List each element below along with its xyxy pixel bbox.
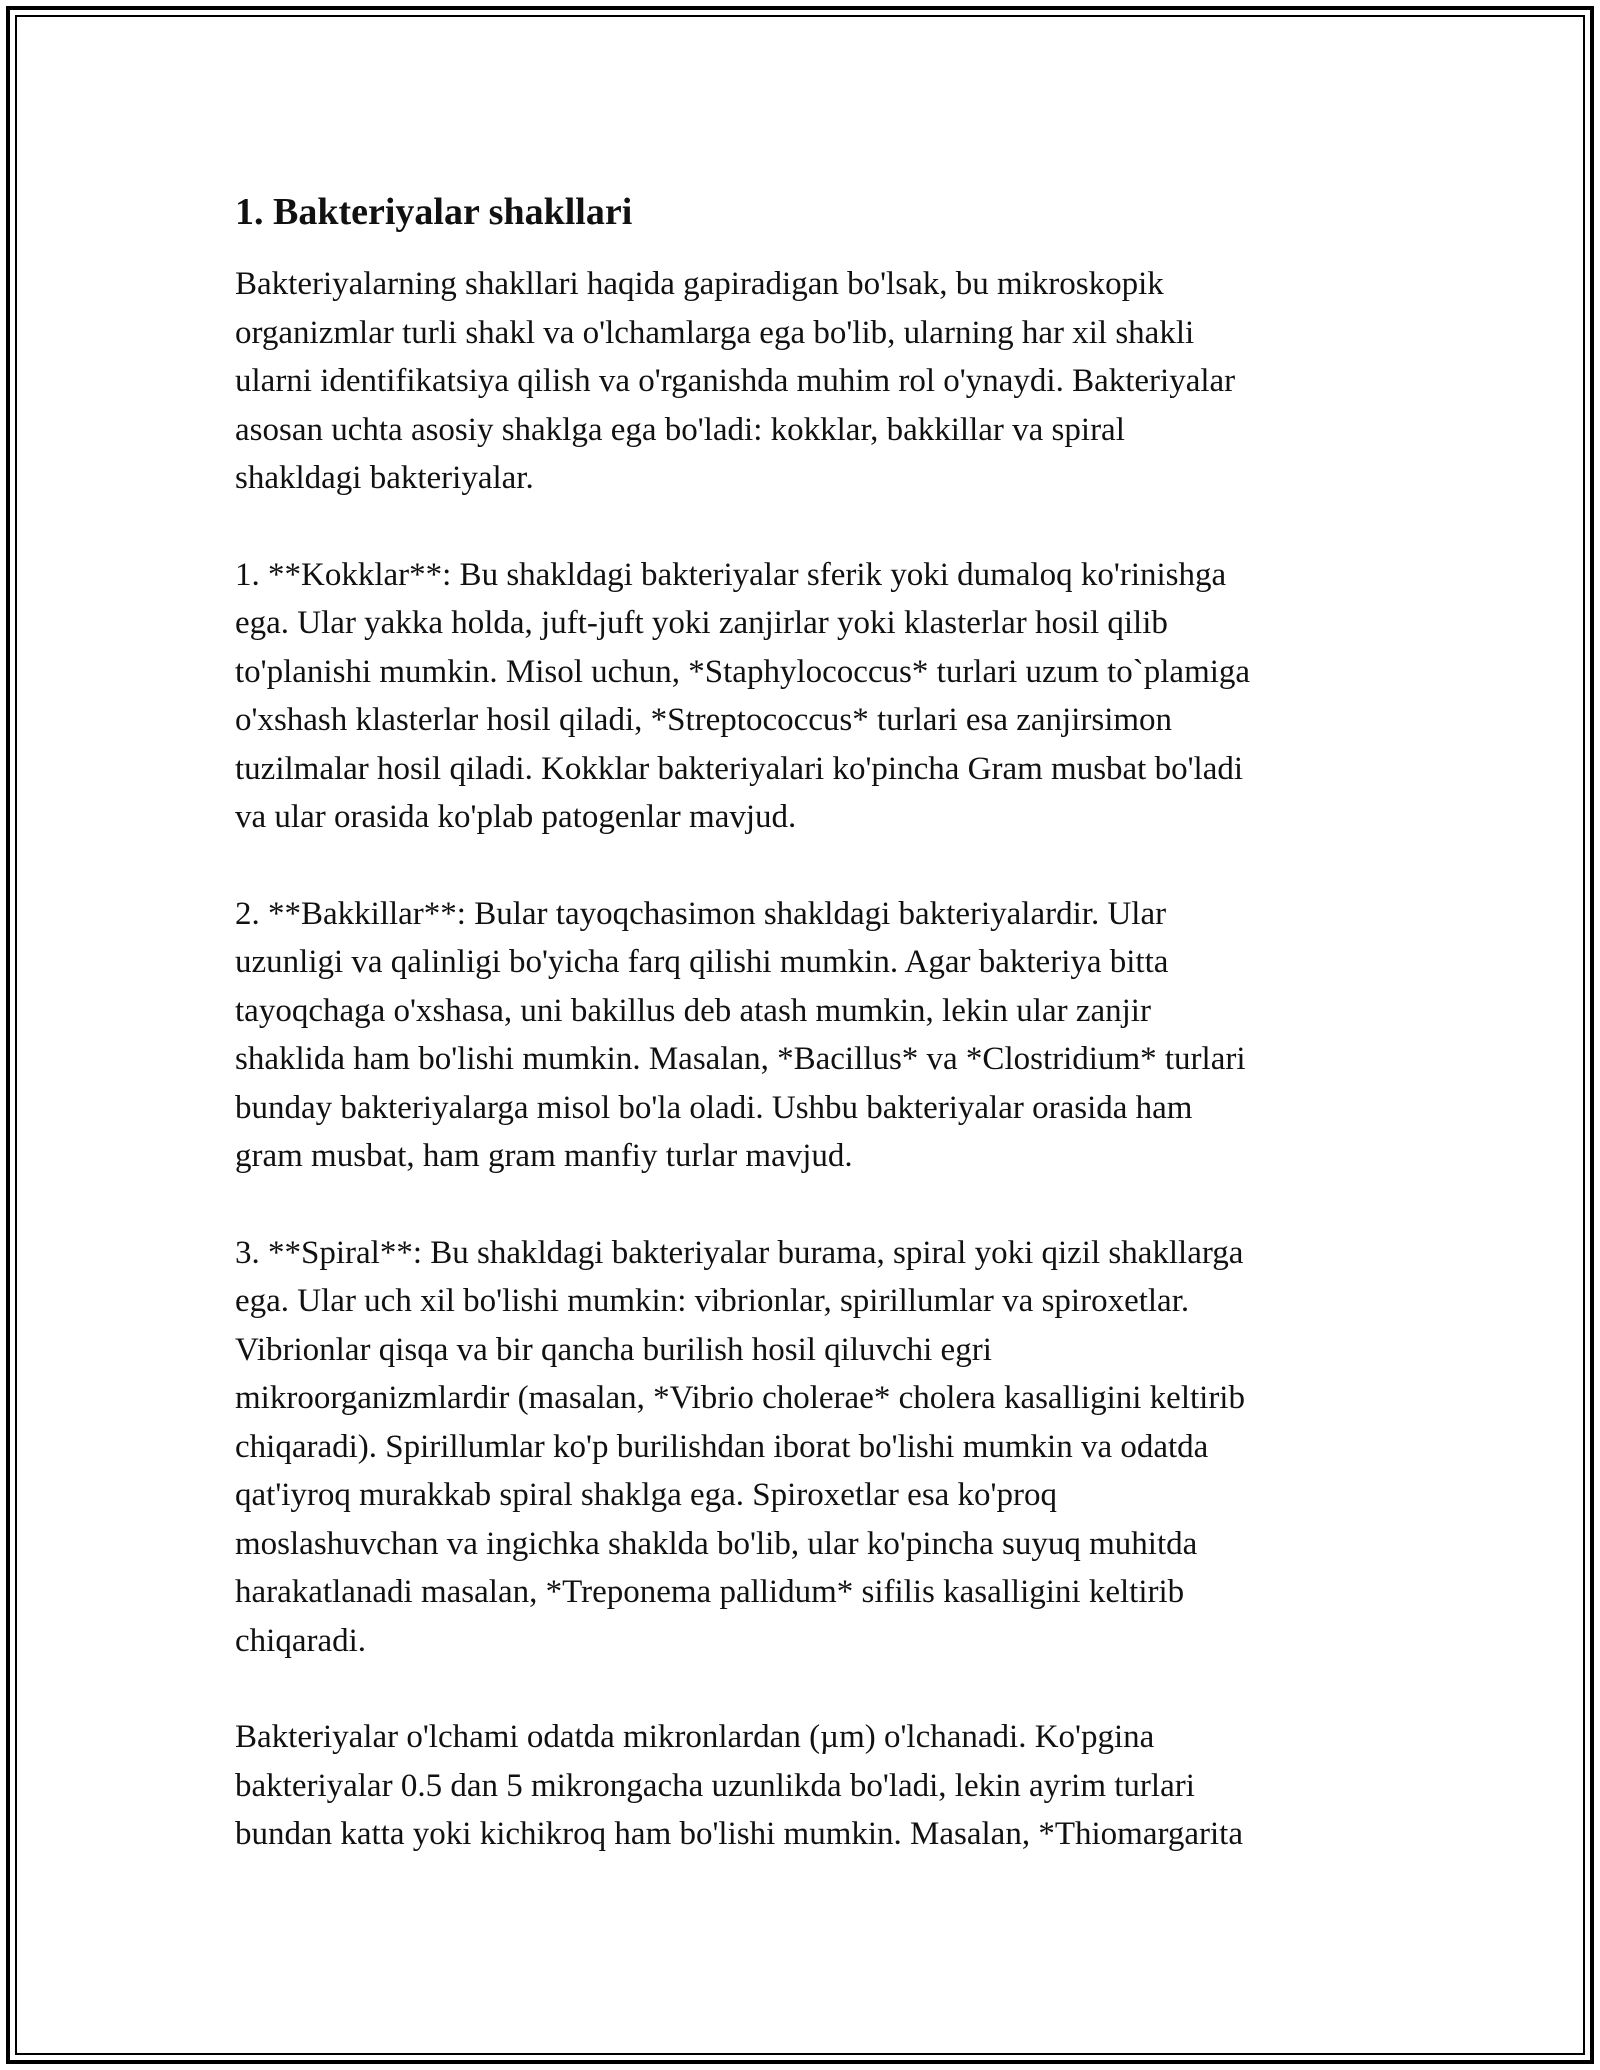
paragraph-spiral: [235, 1229, 1370, 1666]
text-line: Vibrionlar qisqa va bir qancha burilish hosil qiluvchi egri: [235, 1331, 992, 1368]
text-line: uzunligi va qalinligi bo'yicha farq qilishi mumkin. Agar bakteriya bitta: [235, 944, 1169, 980]
text-line: harakatlanadi masalan, *Treponema pallidum* sifilis kasalligini keltirib: [235, 1574, 1185, 1610]
paragraph-size: [235, 1713, 1370, 1859]
text-line: organizmlar turli shakl va o'lchamlarga ega bo'lib, ularning har xil shakli: [235, 314, 1195, 351]
text-line: bunday bakteriyalarga misol bo'la oladi. Ushbu bakteriyalar orasida ham: [235, 1089, 1193, 1126]
text-line: tuzilmalar hosil qiladi. Kokklar bakteriyalari ko'pincha Gram musbat bo'ladi: [235, 750, 1244, 787]
text-line: shaklida ham bo'lishi mumkin. Masalan, *Bacillus* va *Clostridium* turlari: [235, 1041, 1246, 1077]
text-line: ega. Ular yakka holda, juft-juft yoki zanjirlar yoki klasterlar hosil qilib: [235, 605, 1168, 641]
paragraph-kokklar: [235, 551, 1370, 842]
text-line: bakteriyalar 0.5 dan 5 mikrongacha uzunlikda bo'ladi, lekin ayrim turlari: [235, 1767, 1195, 1804]
text-line: qat'iyroq murakkab spiral shaklga ega. Spiroxetlar esa ko'proq: [235, 1477, 1057, 1513]
paragraph-intro: [235, 260, 1370, 503]
text-line: 2. **Bakkillar**: Bular tayoqchasimon shakldagi bakteriyalardir. Ular: [235, 895, 1167, 932]
paragraph-bakkillar: [235, 890, 1370, 1181]
text-line: o'xshash klasterlar hosil qiladi, *Streptococcus* turlari esa zanjirsimon: [235, 702, 1173, 738]
text-line: bundan katta yoki kichikroq ham bo'lishi mumkin. Masalan, *Thiomargarita: [235, 1816, 1243, 1852]
text-line: 1. **Kokklar**: Bu shakldagi bakteriyalar sferik yoki dumaloq ko'rinishga: [235, 556, 1227, 593]
text-line: 3. **Spiral**: Bu shakldagi bakteriyalar burama, spiral yoki qizil shakllarga: [235, 1234, 1244, 1271]
text-line: ega. Ular uch xil bo'lishi mumkin: vibrionlar, spirillumlar va spiroxetlar.: [235, 1283, 1190, 1319]
text-line: chiqaradi). Spirillumlar ko'p burilishdan iborat bo'lishi mumkin va odatda: [235, 1428, 1209, 1465]
text-line: Bakteriyalar o'lchami odatda mikronlardan (µm) o'lchanadi. Ko'pgina: [235, 1719, 1155, 1755]
text-line: tayoqchaga o'xshasa, uni bakillus deb atash mumkin, lekin ular zanjir: [235, 992, 1151, 1029]
document-body: [235, 188, 1370, 1907]
text-line: to'planishi mumkin. Misol uchun, *Staphylococcus* turlari uzum to`plamiga: [235, 653, 1251, 690]
text-line: ularni identifikatsiya qilish va o'rganishda muhim rol o'ynaydi. Bakteriyalar: [235, 363, 1236, 399]
text-line: moslashuvchan va ingichka shaklda bo'lib, ular ko'pincha suyuq muhitda: [235, 1525, 1198, 1562]
text-line: chiqaradi.: [235, 1622, 367, 1659]
text-line: asosan uchta asosiy shaklga ega bo'ladi: kokklar, bakkillar va spiral: [235, 411, 1125, 448]
text-line: gram musbat, ham gram manfiy turlar mavjud.: [235, 1138, 853, 1174]
section-heading: 1. Bakteriyalar shakllari: [235, 191, 633, 233]
text-line: mikroorganizmlardir (masalan, *Vibrio cholerae* cholera kasalligini keltirib: [235, 1380, 1245, 1416]
text-line: shakldagi bakteriyalar.: [235, 460, 534, 496]
text-line: Bakteriyalarning shakllari haqida gapiradigan bo'lsak, bu mikroskopik: [235, 266, 1164, 302]
text-line: va ular orasida ko'plab patogenlar mavjud.: [235, 799, 797, 835]
